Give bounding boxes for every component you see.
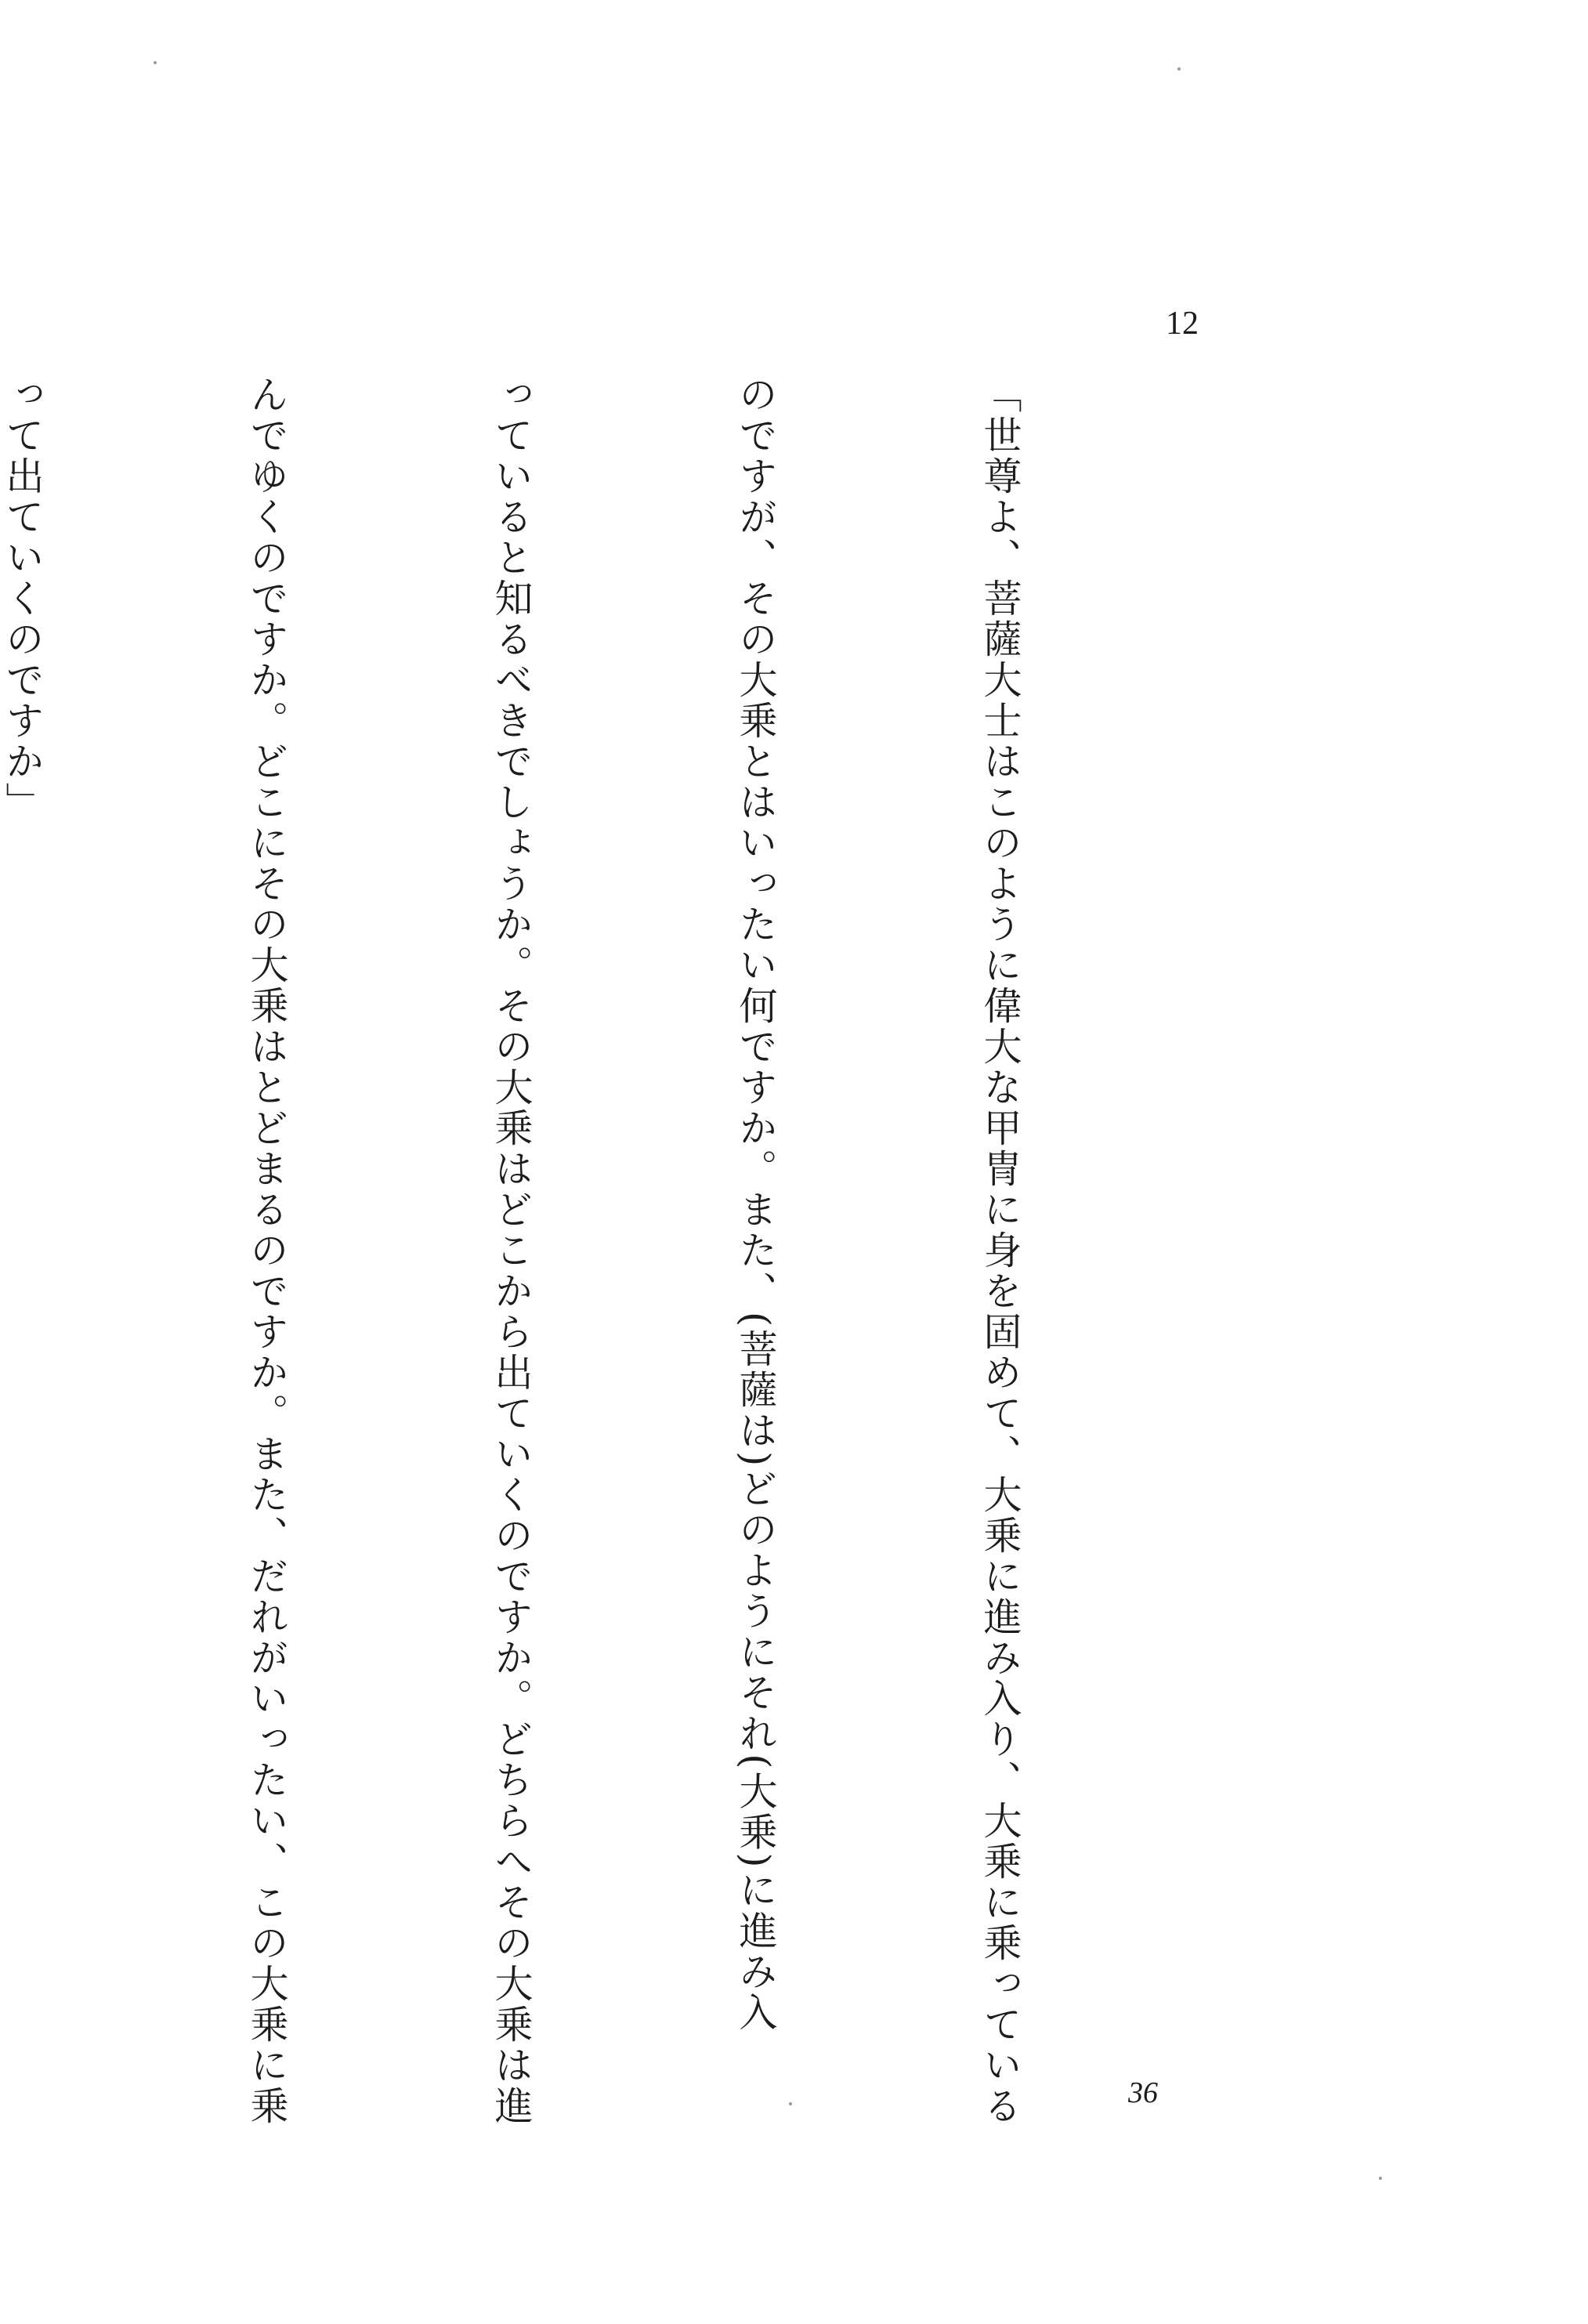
scan-speck bbox=[1379, 2177, 1382, 2180]
page-number: 36 bbox=[1128, 2076, 1158, 2109]
scan-speck bbox=[1177, 67, 1181, 71]
section-number: 12 bbox=[1166, 306, 1199, 342]
scan-speck bbox=[789, 2102, 792, 2105]
text-line: んでゆくのですか。どこにその大乗はとどまるのですか。また、だれがいったい、この大乗に乗 bbox=[244, 375, 289, 2127]
scan-speck bbox=[154, 61, 157, 64]
text-line: 「世尊よ、菩薩大士はこのように偉大な甲冑に身を固めて、大乗に進み入り、大乗に乗っている bbox=[978, 375, 1022, 2127]
text-line: っていると知るべきでしょうか。その大乗はどこから出ていくのですか。どちらへその大乗は進 bbox=[489, 375, 534, 2127]
text-line: のですが、その大乗とはいったい何ですか。また、(菩薩は)どのようにそれ(大乗)に進み入 bbox=[733, 375, 778, 2033]
text-line: って出ていくのですか」 bbox=[0, 375, 45, 823]
